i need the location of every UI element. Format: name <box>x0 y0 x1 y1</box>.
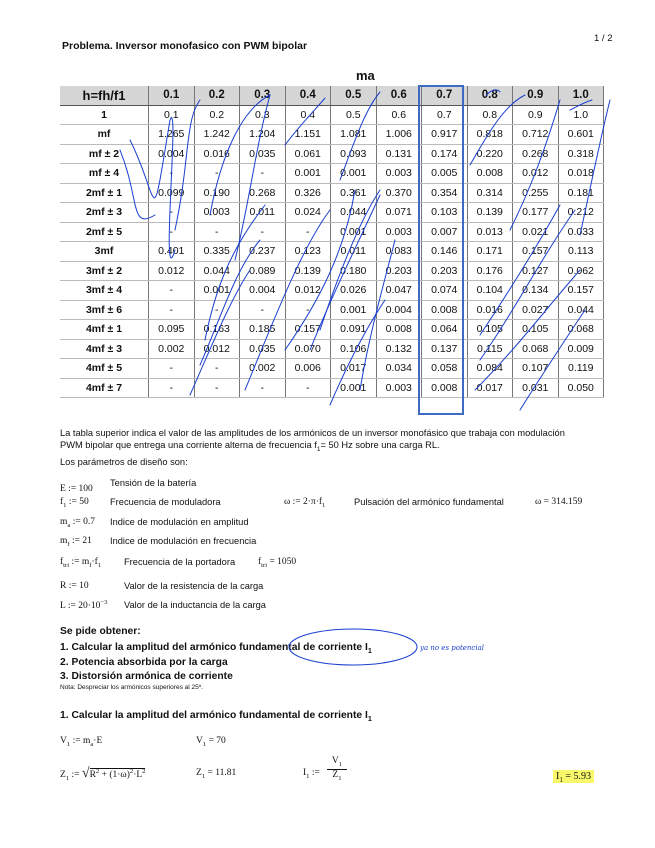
column-header: 0.7 <box>422 86 468 105</box>
table-cell: - <box>149 222 195 242</box>
column-header: 1.0 <box>558 86 604 105</box>
table-cell: 0.044 <box>194 261 240 281</box>
table-cell: 0.026 <box>331 281 377 301</box>
table-cell: 0.139 <box>467 203 513 223</box>
table-cell: 0.103 <box>422 203 468 223</box>
task-3: 3. Distorsión armónica de corriente <box>60 671 233 682</box>
z1-result: $Z_1 = 11.81$ <box>196 768 237 780</box>
table-cell: - <box>285 222 331 242</box>
table-cell: 0.099 <box>149 183 195 203</box>
table-cell: 0.017 <box>331 359 377 379</box>
table-row <box>60 242 604 262</box>
table-cell: 0.163 <box>194 320 240 340</box>
table-row <box>60 144 604 164</box>
table-row <box>60 261 604 281</box>
table-cell: 0.370 <box>376 183 422 203</box>
table-cell: 0.2 <box>194 105 240 125</box>
table-cell: 0.001 <box>285 164 331 184</box>
table-cell: 0.093 <box>331 144 377 164</box>
table-cell: 0.314 <box>467 183 513 203</box>
param-ma: $m_a$ := 0.7 <box>60 517 95 529</box>
table-cell: - <box>240 164 286 184</box>
table-cell: 0.013 <box>467 222 513 242</box>
ma-0.7-highlight-box <box>418 85 464 415</box>
table-cell: 0.7 <box>422 105 468 125</box>
table-cell: 0.011 <box>240 203 286 223</box>
table-cell: 0.354 <box>422 183 468 203</box>
table-cell: 0.134 <box>513 281 559 301</box>
table-cell: 0.091 <box>331 320 377 340</box>
tasks-heading: Se pide obtener: <box>60 626 141 637</box>
table-cell: - <box>149 203 195 223</box>
table-cell: 0.115 <box>467 339 513 359</box>
param-f1: $f_1$ := 50 <box>60 497 89 509</box>
table-cell: 0.335 <box>194 242 240 262</box>
table-cell: 0.004 <box>376 300 422 320</box>
table-cell: 0.712 <box>513 125 559 145</box>
table-cell: 0.203 <box>422 261 468 281</box>
table-cell: 0.001 <box>331 378 377 398</box>
table-row <box>60 339 604 359</box>
param-mf: $m_f$ := 21 <box>60 536 92 548</box>
table-cell: 0.6 <box>376 105 422 125</box>
table-cell: 0.106 <box>331 339 377 359</box>
column-header: 0.8 <box>467 86 513 105</box>
table-row <box>60 281 604 301</box>
table-cell: 0.176 <box>467 261 513 281</box>
table-cell: 0.003 <box>376 378 422 398</box>
intro-line-3: Los parámetros de diseño son: <box>60 456 188 467</box>
table-cell: 0.044 <box>558 300 604 320</box>
i1-definition: $I_1$ := <box>303 768 320 780</box>
table-corner-header: h=fh/f1 <box>60 86 149 105</box>
table-row <box>60 300 604 320</box>
table-cell: 0.8 <box>467 105 513 125</box>
table-cell: 0.006 <box>285 359 331 379</box>
row-header: 3mf ± 6 <box>60 300 149 320</box>
table-cell: 0.318 <box>558 144 604 164</box>
table-cell: 0.044 <box>331 203 377 223</box>
table-cell: 0.171 <box>467 242 513 262</box>
param-mf-desc: Indice de modulación en frecuencia <box>110 536 257 546</box>
table-cell: 0.119 <box>558 359 604 379</box>
param-L-desc: Valor de la inductancia de la carga <box>124 600 266 610</box>
task-2: 2. Potencia absorbida por la carga <box>60 657 228 668</box>
table-cell: - <box>194 164 240 184</box>
table-cell: 0.107 <box>513 359 559 379</box>
table-cell: 0.132 <box>376 339 422 359</box>
table-cell: 0.157 <box>558 281 604 301</box>
table-cell: 1.242 <box>194 125 240 145</box>
table-cell: 0.024 <box>285 203 331 223</box>
table-cell: 0.035 <box>240 339 286 359</box>
table-header-row <box>60 86 604 105</box>
page-number: 1 / 2 <box>594 33 613 44</box>
table-cell: 0.157 <box>285 320 331 340</box>
table-cell: 0.003 <box>376 164 422 184</box>
table-cell: - <box>240 300 286 320</box>
table-cell: 0.012 <box>285 281 331 301</box>
table-cell: 0.180 <box>331 261 377 281</box>
table-cell: - <box>285 300 331 320</box>
v1-definition: $V_1$ := $m_a\cdot E$ <box>60 736 103 748</box>
column-header: 0.2 <box>194 86 240 105</box>
table-cell: 0.5 <box>331 105 377 125</box>
table-cell: - <box>149 378 195 398</box>
table-cell: 0.001 <box>331 222 377 242</box>
table-cell: 0.002 <box>149 339 195 359</box>
table-cell: - <box>149 164 195 184</box>
table-row <box>60 359 604 379</box>
section-1-heading: 1. Calcular la amplitud del armónico fundamental de corriente $I_1$ <box>60 710 372 724</box>
table-cell: 0.131 <box>376 144 422 164</box>
table-cell: 0.174 <box>422 144 468 164</box>
table-cell: 0.018 <box>558 164 604 184</box>
row-header: mf ± 4 <box>60 164 149 184</box>
table-cell: 0.105 <box>467 320 513 340</box>
table-cell: 0.004 <box>149 144 195 164</box>
table-cell: - <box>194 359 240 379</box>
table-cell: 0.818 <box>467 125 513 145</box>
table-cell: 0.008 <box>422 378 468 398</box>
column-header: 0.6 <box>376 86 422 105</box>
table-cell: 0.002 <box>240 359 286 379</box>
table-cell: 0.001 <box>194 281 240 301</box>
row-header: 2mf ± 5 <box>60 222 149 242</box>
table-cell: - <box>285 378 331 398</box>
table-cell: 0.011 <box>331 242 377 262</box>
table-cell: 0.068 <box>513 339 559 359</box>
table-cell: 0.027 <box>513 300 559 320</box>
table-cell: 1.204 <box>240 125 286 145</box>
table-cell: 0.255 <box>513 183 559 203</box>
table-row <box>60 105 604 125</box>
table-cell: 0.326 <box>285 183 331 203</box>
param-E-desc: Tensión de la batería <box>110 478 197 488</box>
column-header: 0.4 <box>285 86 331 105</box>
table-cell: 0.008 <box>376 320 422 340</box>
table-row <box>60 378 604 398</box>
table-cell: 0.203 <box>376 261 422 281</box>
table-row <box>60 320 604 340</box>
table-cell: 0.177 <box>513 203 559 223</box>
table-cell: 0.070 <box>285 339 331 359</box>
table-cell: 0.003 <box>376 222 422 242</box>
table-cell: 0.268 <box>240 183 286 203</box>
intro-line-1: La tabla superior indica el valor de las amplitudes de los armónicos de un inversor monofásico que trabaja con modulación <box>60 428 565 438</box>
table-cell: 0.001 <box>331 164 377 184</box>
table-cell: 0.061 <box>285 144 331 164</box>
table-cell: 0.917 <box>422 125 468 145</box>
table-row <box>60 125 604 145</box>
z1-definition: $Z_1$ := $√R^2 + (1\cdot\omega)^2\cdot L^2$ <box>60 766 146 782</box>
table-cell: 0.084 <box>467 359 513 379</box>
handwritten-note: ya no es potencial <box>420 644 484 652</box>
table-cell: 0.008 <box>467 164 513 184</box>
table-cell: 0.237 <box>240 242 286 262</box>
intro-paragraph <box>60 427 640 468</box>
row-header: 4mf ± 7 <box>60 378 149 398</box>
table-cell: 0.004 <box>240 281 286 301</box>
row-header: 4mf ± 1 <box>60 320 149 340</box>
table-row <box>60 183 604 203</box>
table-cell: 0.3 <box>240 105 286 125</box>
i1-result: $I_1 = 5.93$ <box>553 766 594 784</box>
table-cell: 0.033 <box>558 222 604 242</box>
table-cell: 0.050 <box>558 378 604 398</box>
table-cell: 0.181 <box>558 183 604 203</box>
table-cell: 0.062 <box>558 261 604 281</box>
row-header: 4mf ± 5 <box>60 359 149 379</box>
table-cell: 1.265 <box>149 125 195 145</box>
table-cell: 0.601 <box>558 125 604 145</box>
column-header: 0.5 <box>331 86 377 105</box>
table-cell: 0.003 <box>194 203 240 223</box>
column-header: 0.9 <box>513 86 559 105</box>
row-header: 3mf ± 2 <box>60 261 149 281</box>
v1-result: $V_1 = 70$ <box>196 736 226 748</box>
table-cell: 0.212 <box>558 203 604 223</box>
table-cell: 0.012 <box>194 339 240 359</box>
table-cell: 0.095 <box>149 320 195 340</box>
table-cell: - <box>194 300 240 320</box>
row-header: 4mf ± 3 <box>60 339 149 359</box>
table-cell: 0.068 <box>558 320 604 340</box>
row-header: 3mf ± 4 <box>60 281 149 301</box>
task-note: Nota: Despreciar los armónicos superiores al 25º. <box>60 684 203 691</box>
table-cell: 0.127 <box>513 261 559 281</box>
row-header: 1 <box>60 105 149 125</box>
table-cell: - <box>240 222 286 242</box>
ma-group-label: ma <box>356 68 375 83</box>
table-cell: 0.016 <box>194 144 240 164</box>
table-cell: - <box>149 281 195 301</box>
table-cell: - <box>194 378 240 398</box>
table-cell: 0.104 <box>467 281 513 301</box>
harmonics-table <box>60 86 604 398</box>
table-cell: 0.007 <box>422 222 468 242</box>
param-ma-desc: Indice de modulación en amplitud <box>110 517 249 527</box>
row-header: 3mf <box>60 242 149 262</box>
table-cell: 0.157 <box>513 242 559 262</box>
param-E: E := 100 <box>60 484 93 494</box>
task-1: 1. Calcular la amplitud del armónico fundamental de corriente $I_1$ <box>60 642 372 656</box>
problem-title: Problema. Inversor monofasico con PWM bipolar <box>62 40 308 52</box>
table-cell: 0.268 <box>513 144 559 164</box>
table-cell: 0.083 <box>376 242 422 262</box>
table-cell: 0.089 <box>240 261 286 281</box>
table-cell: 0.361 <box>331 183 377 203</box>
column-header: 0.3 <box>240 86 286 105</box>
table-cell: 0.146 <box>422 242 468 262</box>
row-header: mf ± 2 <box>60 144 149 164</box>
param-f1-desc: Frecuencia de moduladora <box>110 497 221 507</box>
table-row <box>60 222 604 242</box>
param-omega-desc: Pulsación del armónico fundamental <box>354 497 504 507</box>
table-cell: 1.151 <box>285 125 331 145</box>
row-header: 2mf ± 3 <box>60 203 149 223</box>
table-cell: 0.047 <box>376 281 422 301</box>
table-cell: - <box>240 378 286 398</box>
table-cell: 0.074 <box>422 281 468 301</box>
param-R: R := 10 <box>60 581 89 591</box>
table-cell: 0.137 <box>422 339 468 359</box>
param-L: L := $20\cdot 10^{-3}$ <box>60 599 108 612</box>
table-cell: 0.139 <box>285 261 331 281</box>
table-cell: 0.113 <box>558 242 604 262</box>
param-ftri-desc: Frecuencia de la portadora <box>124 557 236 567</box>
table-cell: 0.034 <box>376 359 422 379</box>
param-ftri: $f_{tri}$ := $m_f\cdot f_1$ <box>60 557 102 569</box>
table-cell: 0.9 <box>513 105 559 125</box>
table-cell: 0.185 <box>240 320 286 340</box>
row-header: 2mf ± 1 <box>60 183 149 203</box>
param-omega-result: ω = 314.159 <box>535 497 583 507</box>
table-cell: 0.220 <box>467 144 513 164</box>
table-cell: 0.009 <box>558 339 604 359</box>
table-cell: 0.031 <box>513 378 559 398</box>
table-row <box>60 164 604 184</box>
table-cell: 0.071 <box>376 203 422 223</box>
table-cell: 0.021 <box>513 222 559 242</box>
table-cell: 0.008 <box>422 300 468 320</box>
table-row <box>60 203 604 223</box>
table-cell: 0.016 <box>467 300 513 320</box>
table-cell: 0.012 <box>513 164 559 184</box>
table-cell: 0.001 <box>331 300 377 320</box>
table-cell: 1.081 <box>331 125 377 145</box>
table-cell: 0.190 <box>194 183 240 203</box>
table-cell: 0.064 <box>422 320 468 340</box>
table-cell: 0.1 <box>149 105 195 125</box>
table-cell: 0.4 <box>285 105 331 125</box>
param-ftri-result: $f_{tri} = 1050$ <box>258 557 297 569</box>
table-cell: 0.017 <box>467 378 513 398</box>
param-R-desc: Valor de la resistencia de la carga <box>124 581 264 591</box>
table-cell: 0.035 <box>240 144 286 164</box>
table-cell: 0.105 <box>513 320 559 340</box>
table-cell: 1.006 <box>376 125 422 145</box>
table-cell: - <box>149 359 195 379</box>
table-cell: 0.123 <box>285 242 331 262</box>
table-cell: 0.401 <box>149 242 195 262</box>
param-omega: ω := $2\cdot\pi\cdot f_1$ <box>284 497 326 509</box>
column-header: 0.1 <box>149 86 195 105</box>
intro-line-2: PWM bipolar que entrega una corriente alterna de frecuencia $f_1= 50$ Hz sobre una carga RL. <box>60 440 440 453</box>
row-header: mf <box>60 125 149 145</box>
table-cell: - <box>194 222 240 242</box>
table-cell: 0.005 <box>422 164 468 184</box>
table-cell: - <box>149 300 195 320</box>
table-cell: 0.012 <box>149 261 195 281</box>
table-cell: 0.058 <box>422 359 468 379</box>
table-cell: 1.0 <box>558 105 604 125</box>
i1-fraction: $V_1$ $Z_1$ <box>327 756 347 782</box>
